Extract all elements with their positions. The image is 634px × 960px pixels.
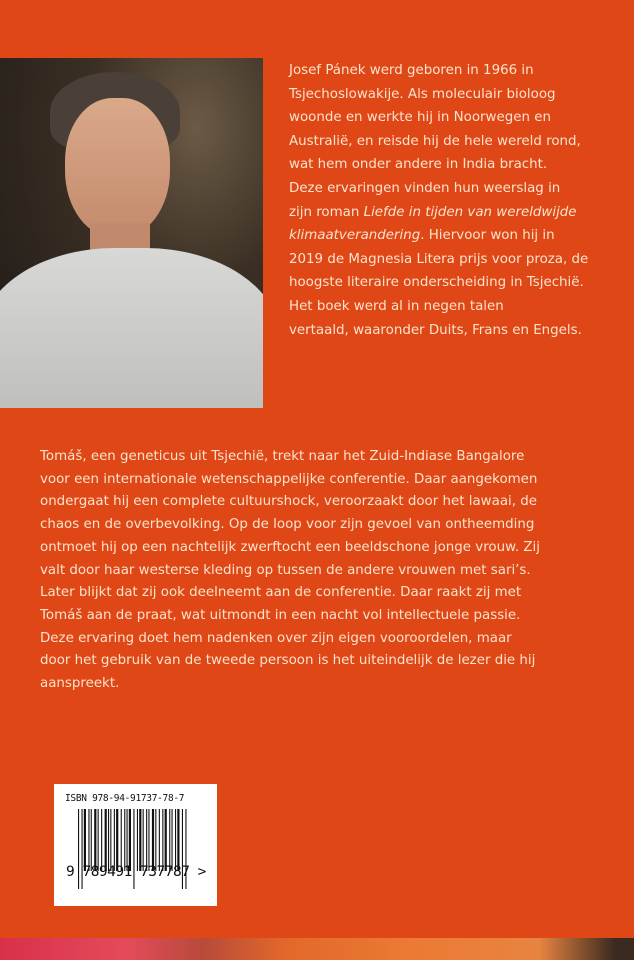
bio-line: woonde en werkte hij in Noorwegen en — [289, 110, 551, 126]
isbn-label: ISBN 978-94-91737-78-7 — [65, 793, 185, 804]
bio-text: zijn roman — [289, 204, 364, 220]
blurb-line: chaos en de overbevolking. Op de loop voor zijn gevoel van ontheemding — [40, 517, 535, 533]
barcode-bar — [88, 809, 89, 871]
book-title: Liefde in tijden van wereldwijde — [363, 204, 577, 220]
barcode-bar — [143, 809, 144, 871]
barcode-bar — [108, 809, 109, 871]
barcode-bar — [127, 809, 128, 871]
photo-shirt — [0, 248, 263, 408]
blurb-line: valt door haar westerse kleding op tussen de andere vrouwen met sari’s. — [40, 562, 531, 578]
bio-line: hoogste literaire onderscheiding in Tsjechië. — [289, 275, 584, 291]
bio-line: Tsjechoslowakije. Als moleculair bioloog — [289, 86, 556, 102]
barcode-bar — [91, 809, 92, 871]
author-photo — [0, 58, 263, 408]
blurb-line: Later blijkt dat zij ook deelneemt aan de conferentie. Daar raakt zij met — [40, 585, 522, 601]
barcode-bar — [169, 809, 170, 871]
barcode-bar — [162, 809, 163, 871]
barcode-bar — [129, 809, 131, 871]
barcode-bar — [146, 809, 147, 871]
barcode-bar — [105, 809, 107, 871]
bio-line: Australië, en reisde hij de hele wereld rond, — [289, 133, 581, 149]
barcode-bar — [177, 809, 179, 871]
barcode-bar — [152, 809, 154, 871]
barcode-bar — [159, 809, 160, 871]
isbn-barcode — [54, 784, 217, 906]
bio-text: . Hiervoor won hij in — [420, 228, 555, 244]
barcode-bar — [137, 809, 138, 871]
blurb-line: Deze ervaring doet hem nadenken over zijn eigen vooroordelen, maar — [40, 630, 512, 646]
blurb-line: voor een internationale wetenschappelijke conferentie. Daar aangekomen — [40, 471, 538, 487]
barcode-bar — [121, 809, 122, 871]
barcode-bar — [165, 809, 167, 871]
blurb-line: ontmoet hij op een nachtelijk zwerftocht een beeldschone jonge vrouw. Zij — [40, 539, 540, 555]
barcode-bar — [101, 809, 102, 871]
blurb-line: Tomáš aan de praat, wat uitmondt in een nacht vol intellectuele passie. — [40, 607, 521, 623]
blurb-line: ondergaat hij een complete cultuurshock, veroorzaakt door het lawaai, de — [40, 494, 538, 510]
blurb-line: door het gebruik van de tweede persoon is het uiteindelijk de lezer die hij — [40, 653, 536, 669]
barcode-bar — [172, 809, 173, 871]
barcode-bar — [94, 809, 96, 871]
book-blurb — [40, 446, 540, 696]
barcode-bar — [139, 809, 141, 871]
bio-line — [289, 224, 588, 248]
photo-face — [65, 98, 170, 238]
bio-line: wat hem onder andere in India bracht. — [289, 157, 548, 173]
barcode-bar — [110, 809, 111, 871]
blurb-line: aanspreekt. — [40, 676, 120, 692]
barcode-bar — [98, 809, 99, 871]
barcode-bar — [84, 809, 86, 871]
barcode-bar — [155, 809, 156, 871]
bio-line: vertaald, waaronder Duits, Frans en Engels. — [289, 322, 582, 338]
bio-line — [289, 201, 588, 225]
barcode-bar — [116, 809, 118, 871]
bio-line: 2019 de Magnesia Litera prijs voor proza, de — [289, 251, 589, 267]
blurb-line: Tomáš, een geneticus uit Tsjechië, trekt naar het Zuid-Indiase Bangalore — [40, 449, 525, 464]
barcode-bar — [114, 809, 115, 871]
barcode-bar — [175, 809, 176, 871]
author-bio — [289, 59, 588, 342]
bio-line: Deze ervaringen vinden hun weerslag in — [289, 180, 561, 196]
bio-line: Het boek werd al in negen talen — [289, 298, 504, 314]
isbn-digits: 9 789491 737787 > — [66, 864, 206, 880]
book-title: klimaatverandering — [289, 228, 421, 244]
bio-line: Josef Pánek werd geboren in 1966 in — [289, 63, 534, 78]
barcode-bar — [124, 809, 125, 871]
barcode-bar — [148, 809, 149, 871]
cover-image-strip — [0, 938, 634, 960]
